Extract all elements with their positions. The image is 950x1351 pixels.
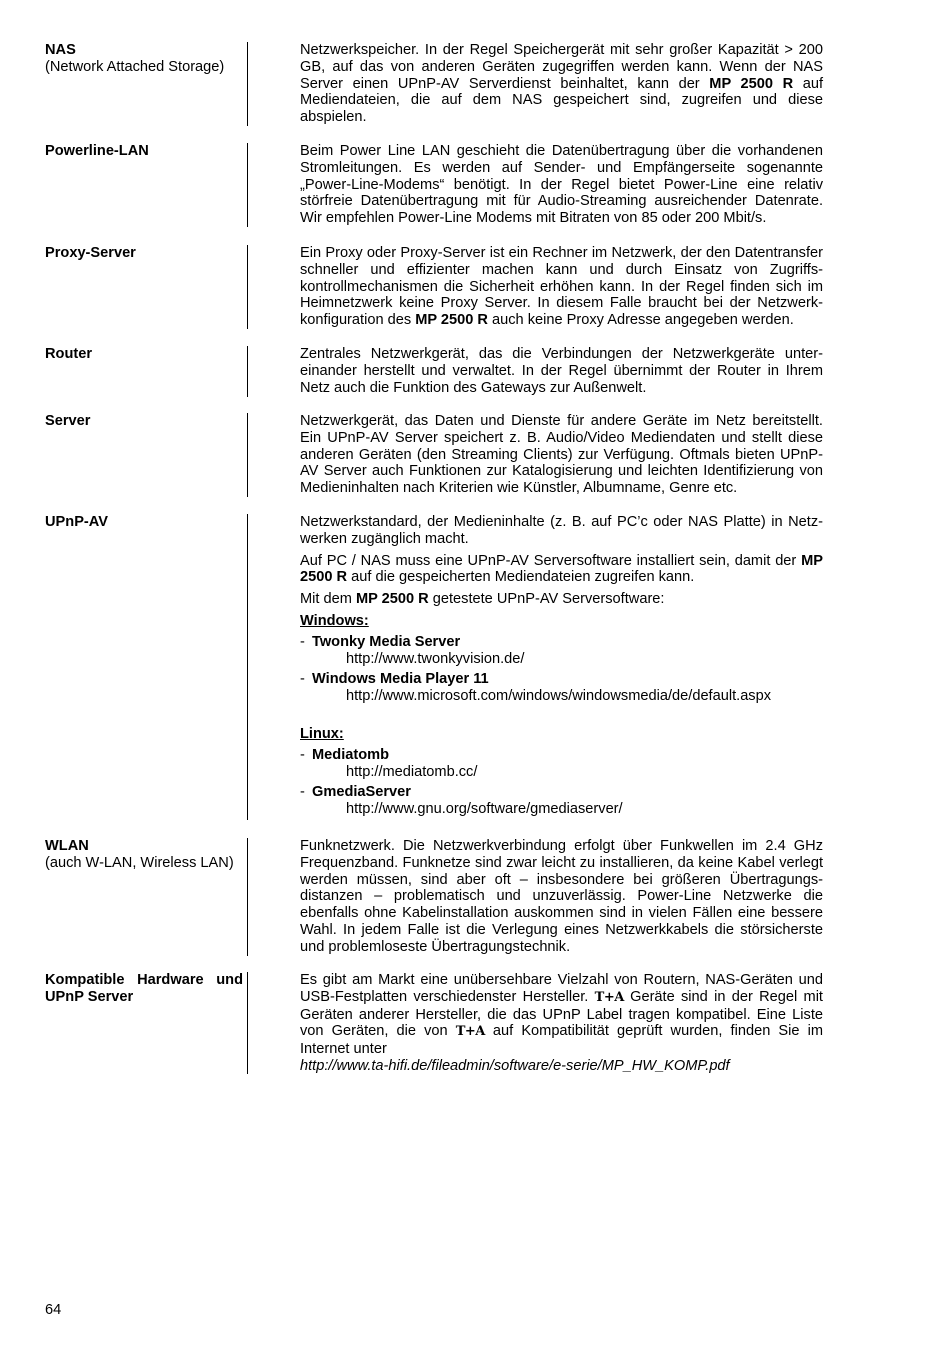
term-title: Server <box>45 413 91 429</box>
definition-text: auch keine Proxy Adresse angegeben werden. <box>487 312 794 329</box>
list-item <box>300 634 823 651</box>
software-url: http://www.microsoft.com/windows/windowsmedia/de/default.aspx <box>346 688 772 705</box>
definition <box>300 42 823 126</box>
term-title: Proxy-Server <box>45 245 136 261</box>
definition-text: getestete UPnP-AV Serversoftware: <box>428 591 665 608</box>
definition-text: auf Mediendateien, die auf dem NAS gespeichert sind, zugreifen und diese abspielen. <box>300 75 824 126</box>
list-dash: - <box>300 746 305 763</box>
software-url: http://www.twonkyvision.de/ <box>346 650 525 667</box>
definition-text: Zentrales Netzwerkgerät, das die Verbindungen der Netzwerkgeräte untereinander herstellt und verwaltet. In der Regel übernimmt der Router in Ihrem Netz auch die Funktion des Gateways zur Außenwelt. <box>300 346 823 396</box>
brand-logo: T+A <box>594 989 624 1005</box>
term-title: WLAN <box>45 838 89 854</box>
model-name: MP 2500 R <box>709 75 794 92</box>
definition-text: Geräte sind in der Regel mit Geräten anderer Hersteller, die das UPnP Label tragen kompatibel. Eine Liste von Geräten, die von <box>300 988 823 1040</box>
definition <box>300 838 823 956</box>
definition <box>300 413 823 497</box>
term-title: UPnP-AV <box>45 514 108 530</box>
entry-wlan <box>45 838 823 956</box>
list-dash: - <box>300 633 305 650</box>
definition-text: auf Kompatibilität geprüft wurden, finden Sie im Internet unter <box>300 1023 823 1058</box>
list-dash: - <box>300 784 305 801</box>
divider-line <box>247 413 248 497</box>
divider-line <box>247 42 248 126</box>
software-name: Twonky Media Server <box>312 633 461 650</box>
software-name: Mediatomb <box>312 746 390 763</box>
entry-upnp-av <box>45 514 823 820</box>
list-item <box>300 747 823 764</box>
term-subtitle: (Network Attached Storage) <box>45 58 225 75</box>
compatibility-list-url: http://www.ta-hifi.de/fileadmin/software/e-serie/MP_HW_KOMP.pdf <box>300 1057 730 1074</box>
definition <box>300 514 823 818</box>
entry-router <box>45 346 823 397</box>
entry-proxy-server <box>45 245 823 329</box>
definition <box>300 245 823 329</box>
divider-line <box>247 346 248 397</box>
definition-text: Funknetzwerk. Die Netzwerkverbindung erfolgt über Funkwellen im 2.4 GHz Frequenzband. Funknetze sind zwar leicht zu installieren, da keine Kabel verlegt werden müssen, sind aber oft – insbesondere bei größeren Übertragungsdistanzen – problematisch und unzuverlässig. Power-Line Netzwerke die ebenfalls ohne Kabelinstallation auskommen sind in vielen Fällen eine bessere Wahl. In jedem Falle ist die Verlegung eines Netzwerkkabels die störsicherste und problemloseste Übertragungstechnik. <box>300 838 823 955</box>
definition-text: Netzwerkgerät, das Daten und Dienste für andere Geräte im Netz bereitstellt. Ein UPnP-AV Server speichert z. B. Audio/Video Mediendaten und stellt diese anderen Geräten (den Streaming Clients) zur Verfügung. Oftmals bieten UPnP-AV Server auch Funktionen zur Katalogisierung und leichten Identifizierung von Medieninhalten nach Kriterien wie Künstler, Albumname, Genre etc. <box>300 413 823 497</box>
definition <box>300 346 823 396</box>
brand-logo: T+A <box>455 1024 485 1040</box>
term-title: Kompatible Hardware und <box>45 972 243 988</box>
entry-server <box>45 413 823 497</box>
model-name: MP 2500 R <box>415 312 488 329</box>
term <box>45 413 243 430</box>
entry-nas <box>45 42 823 126</box>
software-name: GmediaServer <box>312 784 411 801</box>
definition-text: Beim Power Line LAN geschieht die Datenübertragung über die vorhandenen Stromleitungen. Es werden auf Sender- und Empfängerseite sogenannte „Power-Line-Modems“ benötigt. In der Regel bietet Power-Line eine relativ störfreie Datenübertragung mit für Audio-Streaming ausreichender Datenrate. Wir empfehlen Power-Line Modems mit Bitraten von 85 oder 200 Mbit/s. <box>300 143 823 227</box>
os-heading-windows: Windows: <box>300 612 369 629</box>
term <box>45 514 243 531</box>
term <box>45 143 243 160</box>
entry-powerline-lan <box>45 143 823 227</box>
term <box>45 346 243 363</box>
definition-text: Auf PC / NAS muss eine UPnP-AV Serversoftware installiert sein, damit der <box>300 552 802 569</box>
term <box>45 42 243 76</box>
software-url: http://www.gnu.org/software/gmediaserver/ <box>346 801 623 818</box>
list-item <box>300 784 823 801</box>
term-title: NAS <box>45 42 76 58</box>
definition-text: Ein Proxy oder Proxy-Server ist ein Rechner im Netzwerk, der den Datentransfer schneller und effizienter machen kann und durch Einsatz von Zugriffskontrollmechanismen die Sicherheit erhöhen kann. In der Regel finden sich im Heimnetzwerk keine Proxy Server. In diesem Falle braucht bei der Netzwerkkonfiguration des <box>300 245 823 329</box>
definition-text: auf die gespeicherten Mediendateien zugreifen kann. <box>347 569 695 586</box>
divider-line <box>247 245 248 329</box>
os-heading-linux: Linux: <box>300 725 344 742</box>
term-title: Powerline-LAN <box>45 143 149 159</box>
divider-line <box>247 514 248 820</box>
software-name: Windows Media Player 11 <box>312 671 489 688</box>
software-url: http://mediatomb.cc/ <box>346 763 478 780</box>
term-title: UPnP Server <box>45 988 134 1005</box>
list-dash: - <box>300 671 305 688</box>
divider-line <box>247 143 248 227</box>
definition-text: Mit dem <box>300 591 356 608</box>
definition-text: Netzwerkspeicher. In der Regel Speichergerät mit sehr großer Kapazität > 200 GB, auf das von anderen Geräten zugegriffen werden kann. Wenn der NAS Server einen UPnP-AV Serverdienst beinhaltet, kann der <box>300 42 823 92</box>
term-title: Router <box>45 346 93 362</box>
term <box>45 972 243 1006</box>
term-subtitle: (auch W-LAN, Wireless LAN) <box>45 854 234 871</box>
definition-text: Netzwerkstandard, der Medieninhalte (z. B. auf PC’c oder NAS Platte) in Netzwerken zugänglich macht. <box>300 514 823 547</box>
definition <box>300 972 823 1075</box>
divider-line <box>247 972 248 1074</box>
definition <box>300 143 823 227</box>
list-item <box>300 671 823 688</box>
model-name: MP 2500 R <box>300 552 823 586</box>
definition-text: Es gibt am Markt eine unübersehbare Vielzahl von Routern, NAS-Geräten und USB-Festplatten verschiedenster Hersteller. <box>300 972 823 1005</box>
page-number: 64 <box>45 1302 62 1318</box>
entry-compatible-hardware <box>45 972 823 1074</box>
model-name: MP 2500 R <box>355 591 429 608</box>
divider-line <box>247 838 248 956</box>
term <box>45 838 243 872</box>
term <box>45 245 243 262</box>
